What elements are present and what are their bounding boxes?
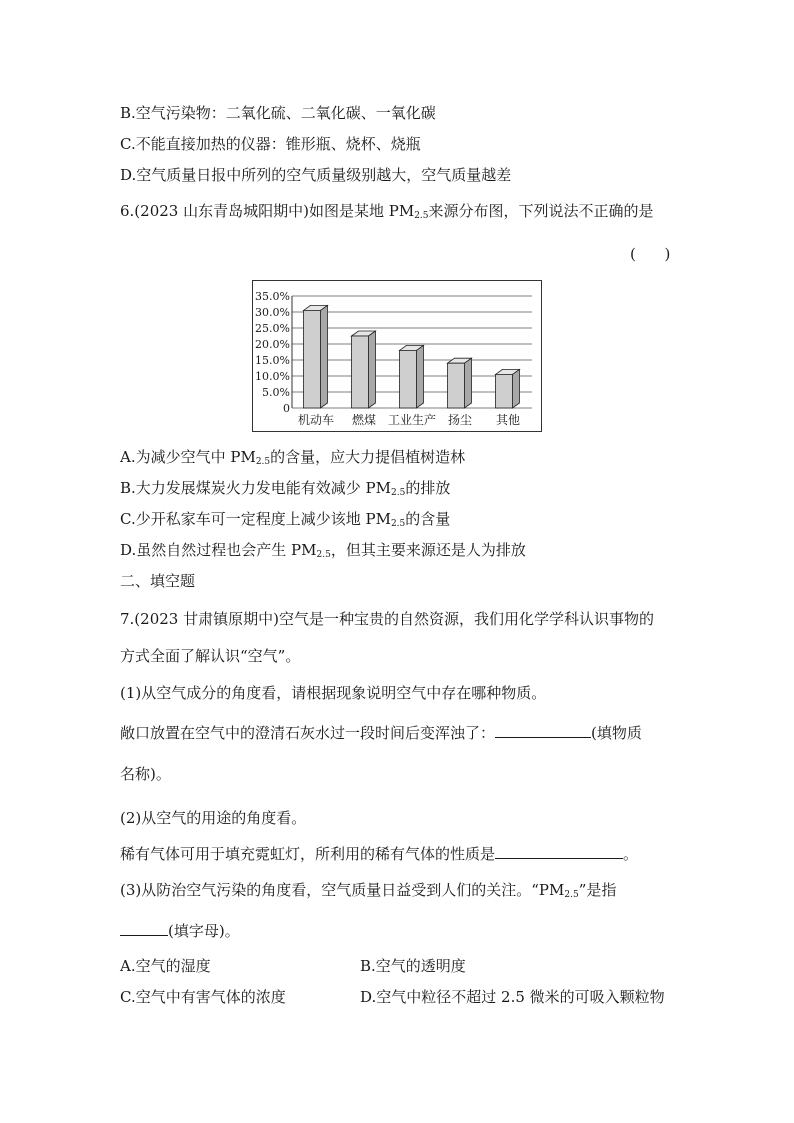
q6-option-d-part2: ，但其主要来源还是人为排放 (330, 541, 526, 559)
q7-option-b: B.空气的透明度 (360, 957, 466, 975)
bar-front (304, 310, 321, 408)
x-tick-label: 燃煤 (351, 413, 377, 427)
q7-option-d: D.空气中粒径不超过 2.5 微米的可吸入颗粒物 (360, 988, 665, 1006)
q7-part2-prompt: (2)从空气的用途的角度看。 (120, 809, 307, 827)
y-tick-label: 20.0% (255, 338, 290, 351)
q5-option-c: C.不能直接加热的仪器：锥形瓶、烧杯、烧瓶 (120, 135, 421, 153)
section-heading: 二、填空题 (120, 572, 196, 590)
q6-option-b-part2: 的排放 (405, 479, 451, 497)
bar (352, 331, 376, 408)
pm25-source-bar-chart (252, 280, 542, 432)
q7-part2-text: 稀有气体可用于填充霓虹灯，所利用的稀有气体的性质是 (120, 845, 496, 863)
q6-stem-part1: 6.(2023 山东青岛城阳期中)如图是某地 PM (120, 202, 415, 220)
x-tick-label: 工业生产 (387, 413, 437, 427)
q7-part1-tail: (填物质 (591, 724, 642, 742)
q6-option-b-part1: B.大力发展煤炭火力发电能有效减少 PM (120, 479, 392, 497)
bar-front (448, 363, 465, 408)
x-tick-label: 扬尘 (447, 413, 473, 427)
q6-option-c-part1: C.少开私家车可一定程度上减少该地 PM (120, 510, 391, 528)
answer-blank-3[interactable] (120, 920, 168, 936)
x-tick-label: 机动车 (297, 413, 335, 427)
y-tick-label: 5.0% (262, 386, 290, 399)
q6-option-c-part2: 的含量 (405, 510, 451, 528)
q5-option-b: B.空气污染物：二氧化硫、二氧化碳、一氧化碳 (120, 104, 436, 122)
q7-part2-end: 。 (623, 845, 639, 863)
pm-subscript: 2.5 (564, 890, 579, 900)
bar-front (400, 350, 417, 408)
q7-stem-line1: 7.(2023 甘肃镇原期中)空气是一种宝贵的自然资源，我们用化学学科认识事物的 (120, 610, 654, 628)
q6-option-d-part1: D.虽然自然过程也会产生 PM (120, 541, 317, 559)
q7-part3-answer-line (120, 920, 240, 941)
answer-parentheses: ( ) (630, 245, 671, 263)
q7-option-c: C.空气中有害气体的浓度 (120, 988, 286, 1006)
y-tick-label: 30.0% (255, 306, 290, 319)
bar-side (465, 358, 472, 408)
q6-option-b (120, 478, 450, 503)
y-tick-label: 35.0% (255, 290, 290, 303)
q7-part1-line (120, 722, 642, 743)
bar-side (417, 345, 424, 408)
q6-option-a (120, 447, 465, 472)
q6-stem-part2: 来源分布图，下列说法不正确的是 (428, 202, 654, 220)
answer-blank-2[interactable] (495, 843, 623, 859)
q6-option-d (120, 540, 526, 565)
pm-subscript: 2.5 (316, 550, 331, 560)
q7-part2-line (120, 843, 638, 864)
q6-option-a-part1: A.为减少空气中 PM (120, 448, 256, 466)
bar (400, 345, 424, 408)
answer-blank-1[interactable] (495, 722, 591, 738)
q6-option-c (120, 509, 450, 534)
q5-option-d: D.空气质量日报中所列的空气质量级别越大，空气质量越差 (120, 166, 512, 184)
bar-side (321, 305, 328, 408)
bar (304, 305, 328, 408)
q7-stem-line2: 方式全面了解认识“空气”。 (120, 647, 301, 665)
q7-part3-tail: (填字母)。 (168, 922, 240, 940)
q7-part3-prompt (120, 880, 616, 905)
pm-subscript: 2.5 (414, 211, 429, 221)
q7-part1-text: 敞口放置在空气中的澄清石灰水过一段时间后变浑浊了： (120, 724, 496, 742)
q7-part3-text1: (3)从防治空气污染的角度看，空气质量日益受到人们的关注。“PM (120, 881, 565, 899)
q6-option-a-part2: 的含量，应大力提倡植树造林 (270, 448, 466, 466)
pm-subscript: 2.5 (390, 519, 406, 529)
bar-front (352, 336, 369, 408)
chart-frame (253, 281, 542, 432)
bar-front (496, 374, 513, 408)
bar-side (369, 331, 376, 408)
bar (496, 369, 520, 408)
y-tick-label: 10.0% (255, 370, 290, 383)
q7-part1-prompt: (1)从空气成分的角度看，请根据现象说明空气中存在哪种物质。 (120, 684, 547, 702)
q7-part1-tail-line2: 名称)。 (120, 765, 171, 783)
bar (448, 358, 472, 408)
x-tick-label: 其他 (495, 413, 521, 427)
y-tick-label: 25.0% (255, 322, 290, 335)
q7-part3-text2: ”是指 (578, 881, 617, 899)
pm-subscript: 2.5 (255, 457, 271, 467)
y-tick-label: 15.0% (255, 354, 290, 367)
pm-subscript: 2.5 (391, 488, 406, 498)
q7-option-a: A.空气的湿度 (120, 957, 211, 975)
y-tick-label: 0 (283, 402, 290, 415)
bar-side (513, 369, 520, 408)
q6-stem (120, 201, 654, 226)
